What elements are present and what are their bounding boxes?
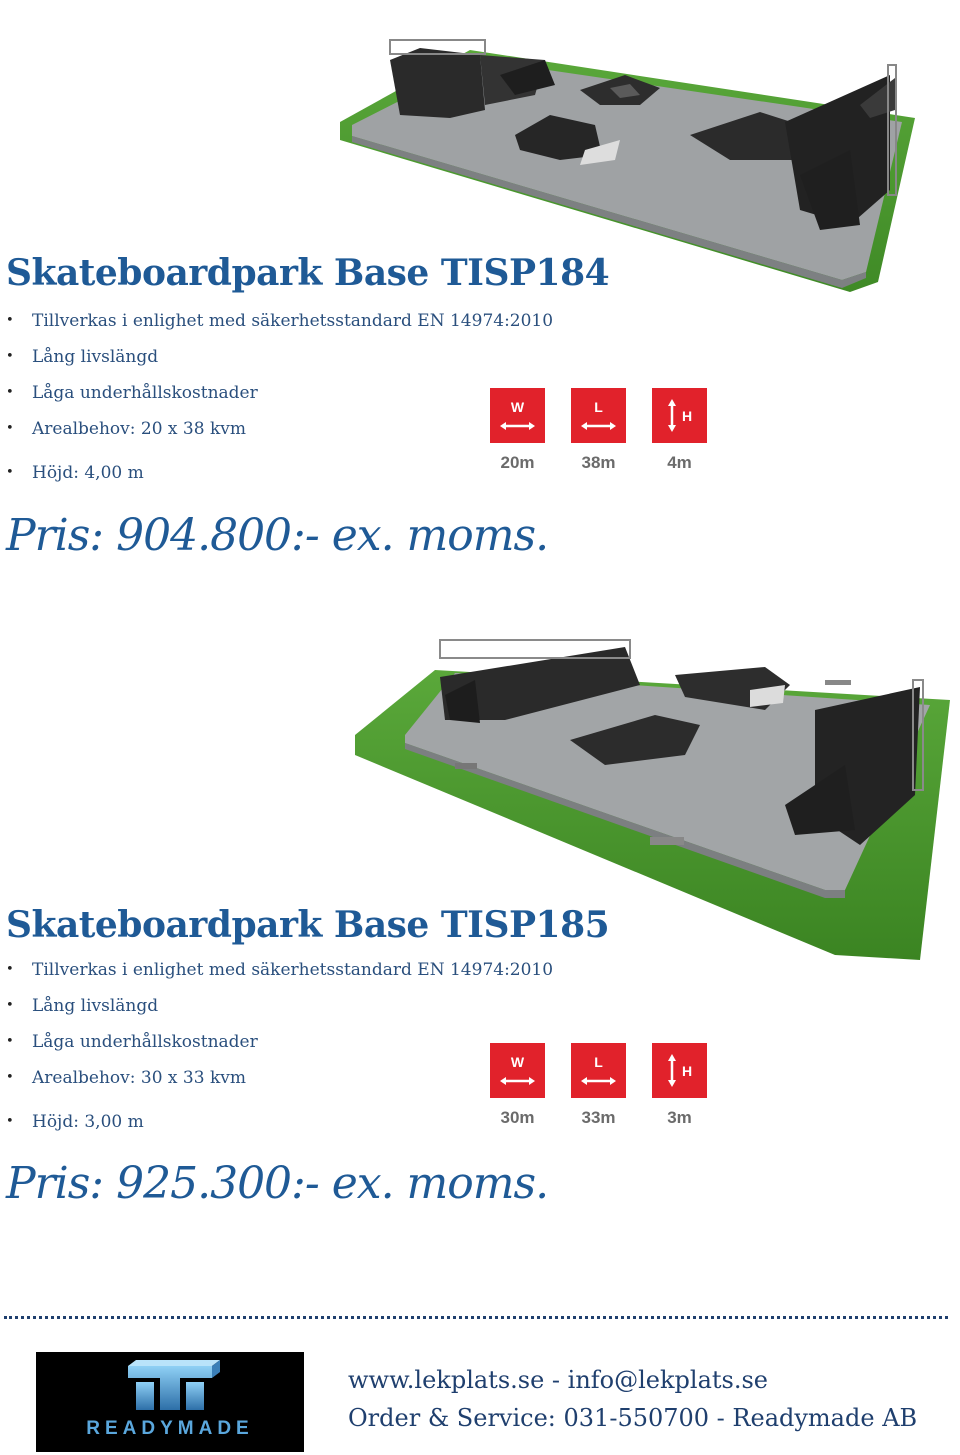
dimension-value: 30m [500, 1108, 535, 1127]
dimension-value: 20m [500, 453, 535, 472]
dimension-height [652, 1043, 707, 1128]
feature-item: • Lång livslängd [4, 339, 553, 375]
dimension-letter: L [594, 399, 603, 415]
dimension-length [571, 1043, 626, 1128]
readymade-logo [36, 1352, 304, 1452]
dimension-value: 3m [667, 1108, 692, 1127]
width-arrow-icon [490, 1043, 545, 1098]
dimension-icons [490, 388, 707, 473]
dimension-width [490, 1043, 545, 1128]
dimension-letter: H [681, 408, 693, 424]
dimension-value: 38m [581, 453, 616, 472]
dimension-icons [490, 1043, 707, 1128]
feature-item: • Låga underhållskostnader [4, 1024, 553, 1060]
feature-item: • Höjd: 4,00 m [4, 455, 553, 491]
feature-item: • Arealbehov: 20 x 38 kvm [4, 411, 553, 447]
service-line: Order & Service: 031-550700 - Readymade AB [348, 1404, 918, 1432]
dimension-letter: L [594, 1054, 603, 1070]
width-arrow-icon [490, 388, 545, 443]
dimension-height [652, 388, 707, 473]
feature-item: • Låga underhållskostnader [4, 375, 553, 411]
product-title: Skateboardpark Base TISP184 [6, 252, 610, 294]
dimension-value: 33m [581, 1108, 616, 1127]
feature-item: • Lång livslängd [4, 988, 553, 1024]
feature-item: • Arealbehov: 30 x 33 kvm [4, 1060, 553, 1096]
feature-item: • Tillverkas i enlighet med säkerhetsstandard EN 14974:2010 [4, 303, 553, 339]
price: Pris: 925.300:- ex. moms. [6, 1158, 549, 1209]
dimension-letter: W [510, 399, 525, 415]
length-arrow-icon [571, 1043, 626, 1098]
product-title: Skateboardpark Base TISP185 [6, 904, 610, 946]
feature-list [4, 303, 553, 491]
logo-wordmark: READYMADE [86, 1418, 254, 1439]
dimension-length [571, 388, 626, 473]
dimension-value: 4m [667, 453, 692, 472]
contact-line: www.lekplats.se - info@lekplats.se [348, 1366, 768, 1394]
dimension-letter: W [510, 1054, 525, 1070]
footer-divider [4, 1316, 948, 1319]
feature-item: • Höjd: 3,00 m [4, 1104, 553, 1140]
height-arrow-icon [652, 388, 707, 443]
feature-list [4, 952, 553, 1140]
dimension-letter: H [681, 1063, 693, 1079]
length-arrow-icon [571, 388, 626, 443]
feature-item: • Tillverkas i enlighet med säkerhetsstandard EN 14974:2010 [4, 952, 553, 988]
price: Pris: 904.800:- ex. moms. [6, 510, 549, 561]
dimension-width [490, 388, 545, 473]
height-arrow-icon [652, 1043, 707, 1098]
